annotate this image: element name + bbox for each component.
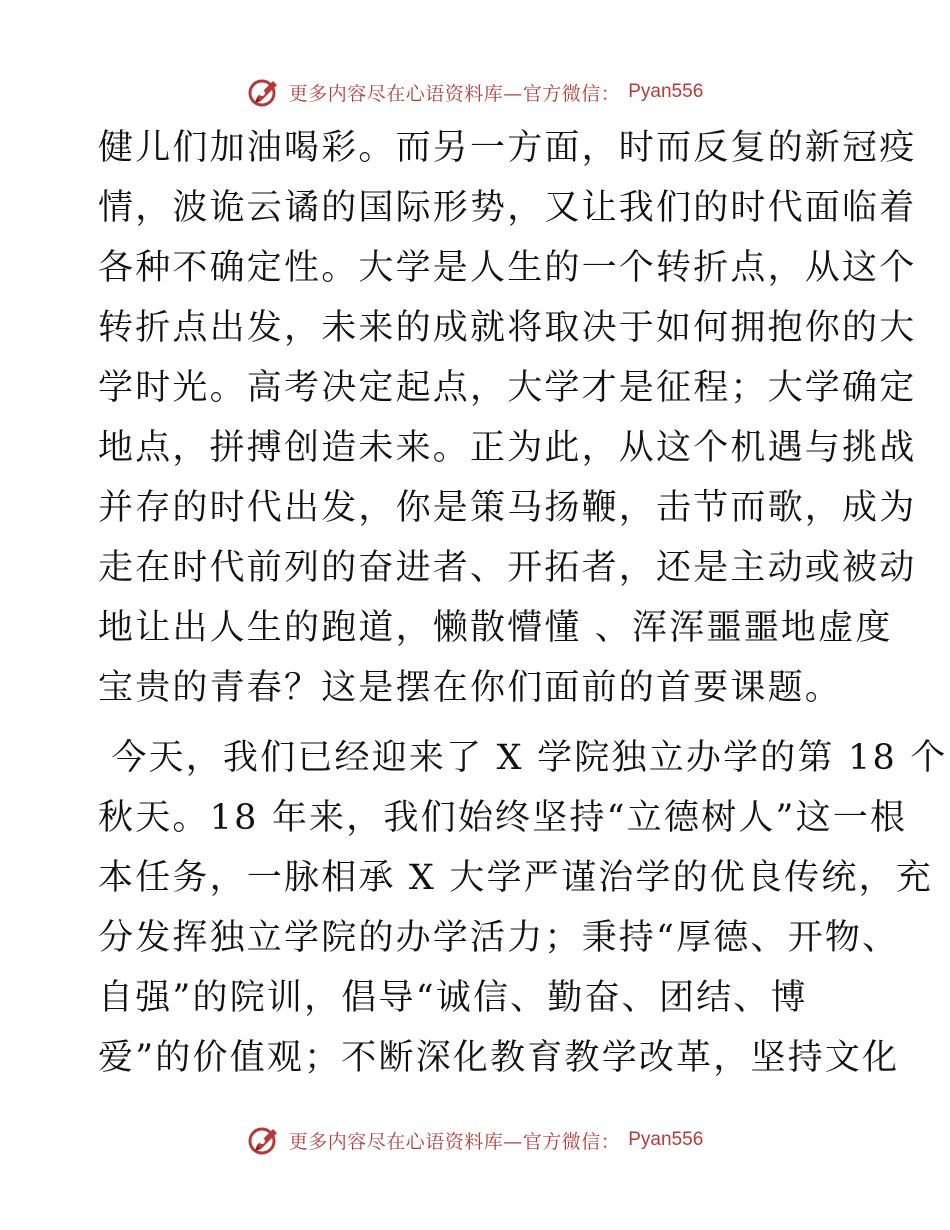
- text-line: 秋天。18 年来，我们始终坚持“立德树人”这一根: [98, 798, 908, 838]
- paragraph-2: [98, 728, 948, 1088]
- text-line: 学时光。高考决定起点，大学才是征程；大学确定: [98, 368, 917, 408]
- text-line: 转折点出发，未来的成就将取决于如何拥抱你的大: [98, 308, 917, 348]
- header-banner: [0, 72, 950, 112]
- footer-banner: [0, 1120, 950, 1160]
- text-line: 自强”的院训，倡导“诚信、勤奋、团结、博: [98, 978, 808, 1018]
- pen-logo-icon: [247, 75, 281, 109]
- text-line: 健儿们加油喝彩。而另一方面，时而反复的新冠疫: [98, 128, 917, 168]
- text-line: 今天，我们已经迎来了 X 学院独立办学的第 18 个: [98, 738, 948, 778]
- paragraph-1: [98, 118, 917, 718]
- text-line: 并存的时代出发，你是策马扬鞭，击节而歌，成为: [98, 488, 917, 528]
- text-line: 爱”的价值观；不断深化教育教学改革，坚持文化: [98, 1038, 900, 1078]
- footer-wechat-id: Pyan556: [628, 1129, 704, 1150]
- footer-banner-text: 更多内容尽在心语资料库—官方微信：: [288, 1130, 621, 1153]
- text-line: 情，波诡云谲的国际形势，又让我们的时代面临着: [98, 188, 917, 228]
- paragraph-spacer: [98, 718, 868, 728]
- text-line: 走在时代前列的奋进者、开拓者，还是主动或被动: [98, 548, 917, 588]
- text-line: 分发挥独立学院的办学活力；秉持“厚德、开物、: [98, 918, 900, 958]
- body-text: [98, 118, 948, 1088]
- header-wechat-id: Pyan556: [628, 81, 704, 102]
- text-line: 宝贵的青春？这是摆在你们面前的首要课题。: [98, 668, 843, 708]
- header-banner-text: 更多内容尽在心语资料库—官方微信：: [288, 82, 621, 105]
- text-line: 本任务，一脉相承 X 大学严谨治学的优良传统，充: [98, 858, 933, 898]
- text-line: 地点，拼搏创造未来。正为此，从这个机遇与挑战: [98, 428, 917, 468]
- text-line: 各种不确定性。大学是人生的一个转折点，从这个: [98, 248, 917, 288]
- pen-logo-icon: [247, 1123, 281, 1157]
- text-line: 地让出人生的跑道，懒散懵懂 、浑浑噩噩地虚度: [98, 608, 893, 648]
